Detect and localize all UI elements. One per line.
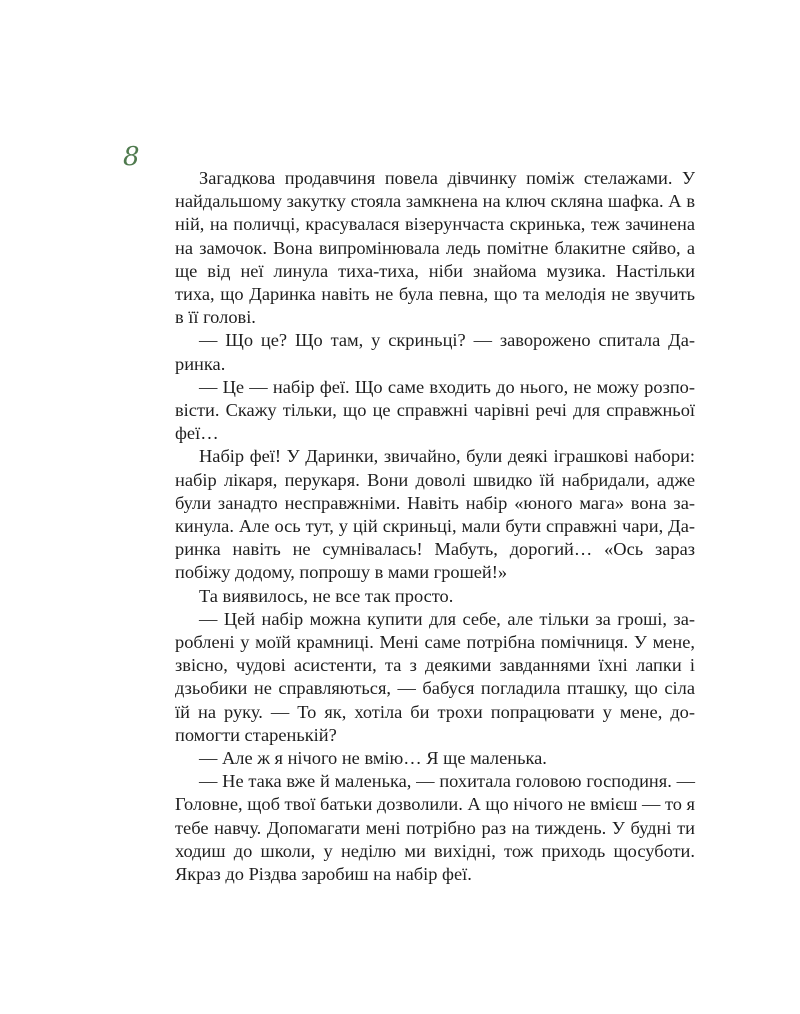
paragraph-3: — Це — набір феї. Що саме входить до нього, не можу розповісти. Скажу тільки, що це справжні чарівні речі для справжньої феї… <box>175 376 695 444</box>
paragraph-7: — Але ж я нічого не вмію… Я ще маленька. <box>199 748 547 769</box>
paragraph-6: — Цей набір можна купити для себе, але тільки за гроші, зароблені у моїй крамниці. Мені саме потрібна помічниця. У мене, звісно, чудові асистенти, та з деякими завданнями їхні лапки і дзьобики не справляються, — бабуся погладила пташку, що сіла їй на руку. — То як, хотіла би трохи попрацювати у мене, допомогти старенькій? <box>175 608 695 745</box>
paragraph-5: Та виявилось, не все так просто. <box>199 585 454 606</box>
paragraph-1: Загадкова продавчиня повела дівчинку поміж стелажами. У найдальшому закутку стояла замкнена на ключ скляна шафка. А в ній, на поличці, красувалася візерунчаста скринька, теж зачинена на замочок. Вона випромінювала ледь помітне блакитне сяйво, а ще від неї линула тиха-тиха, ніби знайома музика. Настільки тиха, що Даринка навіть не була певна, що та мелодія не звучить в її голові. <box>175 168 695 328</box>
paragraph-8: — Не така вже й маленька, — похитала головою господиня. — Головне, щоб твої батьки дозволили. А що нічого не вмієш — то я тебе навчу. Допомагати мені потрібно раз на тиждень. У будні ти ходиш до школи, у неділю ми вихідні, тож приходь щосуботи. Якраз до Різдва заробиш на набір феї. <box>175 771 695 885</box>
paragraph-4: Набір феї! У Даринки, звичайно, були деякі іграшкові набори: набір лікаря, перукаря. Вони доволі швидко їй набридали, адже були занадто несправжніми. Навіть набір «юного мага» вона закинула. Але ось тут, у цій скриньці, мали бути справжні чари, Даринка навіть не сумнівалась! Мабуть, дорогий… «Ось зараз побіжу додому, попрошу в мами грошей!» <box>175 446 695 583</box>
body-text <box>175 167 695 886</box>
page-number: 8 <box>123 142 140 172</box>
paragraph-2: — Що це? Що там, у скриньці? — заворожено спитала Даринка. <box>175 330 695 374</box>
